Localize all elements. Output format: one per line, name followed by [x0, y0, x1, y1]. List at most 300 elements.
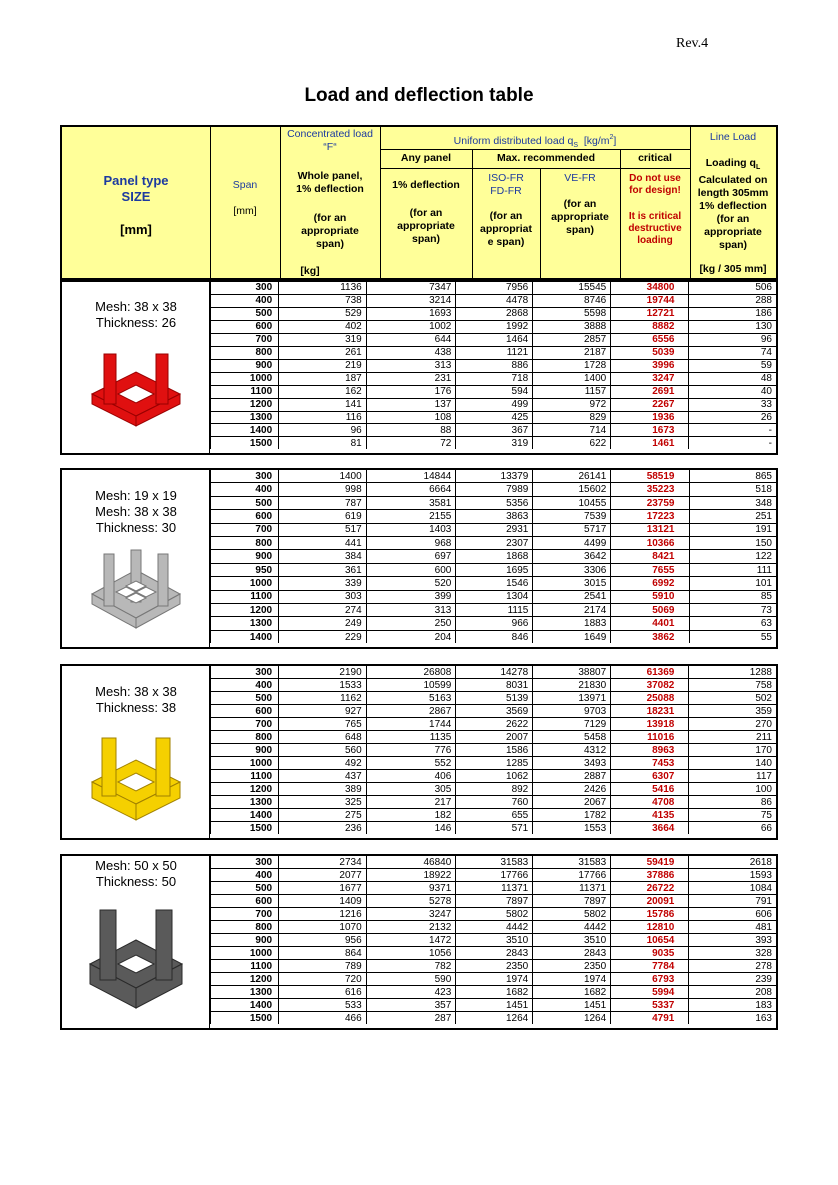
- critical-cell: 5994: [611, 986, 689, 999]
- concentrated-cell: 275: [279, 809, 367, 822]
- table-row: [211, 563, 777, 576]
- ve-fr-cell: 5802: [533, 908, 611, 921]
- iso-fr-cell: 367: [456, 424, 533, 437]
- span-cell: 700: [211, 908, 279, 921]
- table-row: [211, 577, 777, 590]
- ve-fr-cell: 5598: [533, 307, 611, 320]
- concentrated-cell: 1400: [279, 470, 367, 483]
- span-cell: 1100: [211, 385, 279, 398]
- concentrated-cell: 529: [279, 307, 367, 320]
- table-row: [211, 869, 777, 882]
- concentrated-cell: 187: [279, 372, 367, 385]
- span-cell: 400: [211, 483, 279, 496]
- critical-cell: 3862: [611, 630, 689, 643]
- line-load-cell: 606: [689, 908, 776, 921]
- span-cell: 900: [211, 359, 279, 372]
- table-row: [211, 470, 777, 483]
- concentrated-cell: 81: [279, 437, 367, 449]
- span-cell: 1400: [211, 809, 279, 822]
- span-cell: 1400: [211, 630, 279, 643]
- table-row: [211, 973, 777, 986]
- ve-fr-cell: 2857: [533, 333, 611, 346]
- any-panel-cell: 2867: [366, 705, 456, 718]
- any-panel-cell: 5278: [366, 895, 456, 908]
- line-load-cell: 26: [689, 411, 776, 424]
- line-load-cell: 48: [689, 372, 776, 385]
- concentrated-cell: 2190: [279, 666, 367, 679]
- any-panel-cell: 5163: [366, 692, 456, 705]
- ve-fr-cell: 7539: [533, 510, 611, 523]
- table-row: [211, 882, 777, 895]
- table-row: [211, 718, 777, 731]
- any-panel-cell: 644: [366, 333, 456, 346]
- critical-cell: 10654: [611, 934, 689, 947]
- span-cell: 1000: [211, 947, 279, 960]
- span-cell: 1500: [211, 822, 279, 835]
- page-title: Load and deflection table: [304, 85, 534, 106]
- any-panel-cell: 176: [366, 385, 456, 398]
- ve-fr-cell: 10455: [533, 496, 611, 509]
- ve-fr-cell: 2174: [533, 604, 611, 617]
- table-row: [211, 307, 777, 320]
- span-cell: 600: [211, 705, 279, 718]
- span-cell: 500: [211, 307, 279, 320]
- ve-fr-cell: 1782: [533, 809, 611, 822]
- line-load-cell: 40: [689, 385, 776, 398]
- table-row: [211, 809, 777, 822]
- concentrated-cell: 927: [279, 705, 367, 718]
- table-row: [211, 346, 777, 359]
- line-load-cell: 55: [689, 630, 776, 643]
- any-panel-cell: 776: [366, 744, 456, 757]
- any-panel-cell: 3581: [366, 496, 456, 509]
- any-panel-cell: 552: [366, 757, 456, 770]
- table-row: [211, 333, 777, 346]
- line-load-cell: 278: [689, 960, 776, 973]
- critical-cell: 25088: [611, 692, 689, 705]
- ve-fr-cell: 1553: [533, 822, 611, 835]
- any-panel-cell: 1472: [366, 934, 456, 947]
- span-cell: 300: [211, 856, 279, 869]
- data-table: [210, 282, 776, 449]
- critical-cell: 18231: [611, 705, 689, 718]
- any-panel-cell: 423: [366, 986, 456, 999]
- iso-fr-cell: 886: [456, 359, 533, 372]
- iso-fr-cell: 11371: [456, 882, 533, 895]
- table-row: [211, 411, 777, 424]
- table-row: [211, 437, 777, 449]
- line-load-cell: 1288: [689, 666, 776, 679]
- table-row: [211, 537, 777, 550]
- span-cell: 800: [211, 731, 279, 744]
- table-row: [211, 666, 777, 679]
- line-load-heading: Line Load: [709, 131, 757, 143]
- critical-cell: 26722: [611, 882, 689, 895]
- span-cell: 1300: [211, 617, 279, 630]
- ve-fr-cell: 3888: [533, 320, 611, 333]
- panel-label-line: Mesh: 19 x 19: [95, 488, 177, 503]
- panel-label: [62, 856, 210, 1028]
- ve-fr-cell: 2843: [533, 947, 611, 960]
- table-row: [211, 705, 777, 718]
- critical-cell: 35223: [611, 483, 689, 496]
- any-panel-cell: 287: [366, 1012, 456, 1025]
- panel-label-line: Mesh: 38 x 38: [95, 299, 177, 314]
- concentrated-cell: 116: [279, 411, 367, 424]
- critical-cell: 13918: [611, 718, 689, 731]
- span-cell: 1300: [211, 796, 279, 809]
- any-panel-cell: 313: [366, 359, 456, 372]
- red-grating-sample-icon: [84, 344, 188, 440]
- concentrated-cell: 738: [279, 294, 367, 307]
- ve-fr-cell: 3642: [533, 550, 611, 563]
- ve-fr-cell: 2350: [533, 960, 611, 973]
- line-load-cell: 251: [689, 510, 776, 523]
- iso-fr-cell: 1451: [456, 999, 533, 1012]
- line-load-cell: -: [689, 424, 776, 437]
- critical-cell: 59419: [611, 856, 689, 869]
- ve-fr-cell: 1451: [533, 999, 611, 1012]
- ve-fr-cell: 7897: [533, 895, 611, 908]
- concentrated-note: (for an appropriate span): [301, 212, 359, 250]
- critical-cell: 5337: [611, 999, 689, 1012]
- ve-fr-cell: 11371: [533, 882, 611, 895]
- whole-panel-label: Whole panel, 1% deflection: [296, 170, 364, 195]
- line-load-cell: 33: [689, 398, 776, 411]
- any-panel-cell: 968: [366, 537, 456, 550]
- span-cell: 1200: [211, 783, 279, 796]
- line-load-cell: 163: [689, 1012, 776, 1025]
- any-panel-cell: 438: [366, 346, 456, 359]
- table-row: [211, 783, 777, 796]
- table-row: [211, 496, 777, 509]
- ve-fr-cell: 4442: [533, 921, 611, 934]
- kg-per-305-unit: [kg / 305 mm]: [699, 263, 767, 275]
- span-unit: [mm]: [233, 205, 257, 217]
- any-panel-cell: 46840: [366, 856, 456, 869]
- critical-cell: 4135: [611, 809, 689, 822]
- ve-fr-cell: 38807: [533, 666, 611, 679]
- line-load-cell: 506: [689, 282, 776, 294]
- span-cell: 1400: [211, 999, 279, 1012]
- span-cell: 500: [211, 882, 279, 895]
- iso-fr-cell: 1682: [456, 986, 533, 999]
- mm-unit: [mm]: [120, 222, 152, 237]
- iso-fr-cell: 1992: [456, 320, 533, 333]
- any-panel-cell: 313: [366, 604, 456, 617]
- panel-label-line: Mesh: 50 x 50: [95, 858, 177, 873]
- iso-fr-cell: 760: [456, 796, 533, 809]
- ve-fr-cell: 5458: [533, 731, 611, 744]
- table-row: [211, 630, 777, 643]
- critical-cell: 1936: [611, 411, 689, 424]
- line-load-cell: 865: [689, 470, 776, 483]
- line-load-cell: 59: [689, 359, 776, 372]
- line-load-cell: 2618: [689, 856, 776, 869]
- span-cell: 1500: [211, 1012, 279, 1025]
- ve-fr-cell: 26141: [533, 470, 611, 483]
- iso-fr-cell: 1695: [456, 563, 533, 576]
- iso-fr-cell: 3569: [456, 705, 533, 718]
- critical-cell: 4708: [611, 796, 689, 809]
- critical-cell: 5039: [611, 346, 689, 359]
- panel-group-50x50-t50: [60, 854, 778, 1030]
- span-cell: 900: [211, 550, 279, 563]
- concentrated-cell: 1216: [279, 908, 367, 921]
- iso-fr-cell: 8031: [456, 679, 533, 692]
- any-panel-cell: 1744: [366, 718, 456, 731]
- size-heading: SIZE: [121, 189, 151, 204]
- iso-fr-cell: 31583: [456, 856, 533, 869]
- critical-cell: 5910: [611, 590, 689, 603]
- iso-fr-cell: 655: [456, 809, 533, 822]
- ve-fr-cell: 829: [533, 411, 611, 424]
- span-cell: 1100: [211, 770, 279, 783]
- line-load-cell: 1593: [689, 869, 776, 882]
- critical-cell: 1461: [611, 437, 689, 449]
- any-panel-cell: 357: [366, 999, 456, 1012]
- span-cell: 500: [211, 496, 279, 509]
- any-panel-cell: 204: [366, 630, 456, 643]
- iso-fr-cell: 5802: [456, 908, 533, 921]
- ve-fr-cell: 8746: [533, 294, 611, 307]
- ve-fr-cell: 1264: [533, 1012, 611, 1025]
- table-row: [211, 770, 777, 783]
- concentrated-cell: 303: [279, 590, 367, 603]
- any-panel-cell: 3214: [366, 294, 456, 307]
- table-row: [211, 908, 777, 921]
- table-row: [211, 510, 777, 523]
- span-cell: 500: [211, 692, 279, 705]
- ve-fr-cell: 13971: [533, 692, 611, 705]
- line-load-cell: 130: [689, 320, 776, 333]
- span-cell: 400: [211, 679, 279, 692]
- critical-cell: 58519: [611, 470, 689, 483]
- any-panel-cell: 3247: [366, 908, 456, 921]
- revision-label: Rev.4: [676, 36, 709, 51]
- any-panel-cell: 1056: [366, 947, 456, 960]
- line-load-cell: 348: [689, 496, 776, 509]
- span-cell: 800: [211, 537, 279, 550]
- table-row: [211, 947, 777, 960]
- critical-cell: 1673: [611, 424, 689, 437]
- table-row: [211, 796, 777, 809]
- line-load-cell: 75: [689, 809, 776, 822]
- line-load-cell: 101: [689, 577, 776, 590]
- span-cell: 1400: [211, 424, 279, 437]
- concentrated-cell: 998: [279, 483, 367, 496]
- line-load-cell: 328: [689, 947, 776, 960]
- max-recommended-heading: Max. recommended: [496, 152, 596, 164]
- concentrated-cell: 616: [279, 986, 367, 999]
- critical-cell: 4401: [611, 617, 689, 630]
- any-panel-cell: 250: [366, 617, 456, 630]
- line-load-cell: 239: [689, 973, 776, 986]
- iso-fr-cell: 1464: [456, 333, 533, 346]
- critical-cell: 3247: [611, 372, 689, 385]
- iso-fr-cell: 571: [456, 822, 533, 835]
- any-panel-cell: 137: [366, 398, 456, 411]
- line-load-cell: 208: [689, 986, 776, 999]
- ve-fr-cell: 3493: [533, 757, 611, 770]
- table-row: [211, 483, 777, 496]
- line-load-cell: 758: [689, 679, 776, 692]
- iso-fr-cell: 7897: [456, 895, 533, 908]
- span-cell: 1000: [211, 372, 279, 385]
- table-row: [211, 523, 777, 536]
- span-heading: Span: [232, 179, 258, 191]
- critical-cell: 6992: [611, 577, 689, 590]
- panel-label-line: Thickness: 50: [95, 874, 177, 889]
- span-cell: 600: [211, 895, 279, 908]
- ve-fr-cell: 2887: [533, 770, 611, 783]
- critical-cell: 6307: [611, 770, 689, 783]
- table-row: [211, 372, 777, 385]
- ve-fr-label: VE-FR: [564, 172, 596, 184]
- ve-fr-cell: 3306: [533, 563, 611, 576]
- concentrated-cell: 339: [279, 577, 367, 590]
- concentrated-cell: 720: [279, 973, 367, 986]
- table-row: [211, 679, 777, 692]
- panel-label-line: Thickness: 38: [95, 700, 177, 715]
- span-cell: 1200: [211, 973, 279, 986]
- critical-cell: 7655: [611, 563, 689, 576]
- ve-fr-cell: 2426: [533, 783, 611, 796]
- line-load-cell: 288: [689, 294, 776, 307]
- table-row: [211, 282, 777, 294]
- any-panel-cell: 782: [366, 960, 456, 973]
- iso-fr-cell: 3510: [456, 934, 533, 947]
- ve-fr-cell: 1883: [533, 617, 611, 630]
- critical-cell: 17223: [611, 510, 689, 523]
- panel-label: [62, 282, 210, 453]
- line-load-cell: 63: [689, 617, 776, 630]
- concentrated-cell: 236: [279, 822, 367, 835]
- ve-fr-cell: 1728: [533, 359, 611, 372]
- kg-unit: [kg]: [300, 265, 320, 277]
- any-panel-cell: 217: [366, 796, 456, 809]
- iso-fr-cell: 1115: [456, 604, 533, 617]
- critical-cell: 61369: [611, 666, 689, 679]
- span-cell: 700: [211, 333, 279, 346]
- critical-cell: 11016: [611, 731, 689, 744]
- concentrated-cell: 560: [279, 744, 367, 757]
- table-row: [211, 692, 777, 705]
- yellow-grating-sample-icon: [86, 728, 186, 836]
- iso-fr-label: ISO-FR FD-FR: [488, 172, 524, 197]
- concentrated-cell: 1533: [279, 679, 367, 692]
- span-cell: 700: [211, 718, 279, 731]
- table-row: [211, 398, 777, 411]
- span-cell: 1300: [211, 411, 279, 424]
- concentrated-cell: 219: [279, 359, 367, 372]
- iso-fr-cell: 1062: [456, 770, 533, 783]
- critical-cell: 34800: [611, 282, 689, 294]
- any-panel-cell: 88: [366, 424, 456, 437]
- concentrated-cell: 789: [279, 960, 367, 973]
- any-panel-cell: 182: [366, 809, 456, 822]
- iso-fr-cell: 2307: [456, 537, 533, 550]
- span-cell: 1200: [211, 604, 279, 617]
- any-panel-cell: 231: [366, 372, 456, 385]
- concentrated-cell: 648: [279, 731, 367, 744]
- any-panel-cell: 520: [366, 577, 456, 590]
- iso-fr-cell: 2350: [456, 960, 533, 973]
- critical-cell: 9035: [611, 947, 689, 960]
- table-row: [211, 744, 777, 757]
- critical-cell: 2691: [611, 385, 689, 398]
- iso-fr-cell: 7989: [456, 483, 533, 496]
- line-load-cell: 96: [689, 333, 776, 346]
- table-row: [211, 1012, 777, 1025]
- table-row: [211, 895, 777, 908]
- concentrated-cell: 249: [279, 617, 367, 630]
- any-panel-cell: 72: [366, 437, 456, 449]
- ve-fr-cell: 2187: [533, 346, 611, 359]
- panel-group-38x38-t38: [60, 664, 778, 840]
- any-panel-cell: 6664: [366, 483, 456, 496]
- any-panel-cell: 600: [366, 563, 456, 576]
- critical-cell: 12721: [611, 307, 689, 320]
- line-load-cell: 211: [689, 731, 776, 744]
- grey-mini-mesh-sample-icon: [86, 546, 186, 642]
- table-row: [211, 617, 777, 630]
- iso-fr-cell: 2931: [456, 523, 533, 536]
- ve-fr-cell: 4499: [533, 537, 611, 550]
- uniform-load-heading: Uniform distributed load $q_S$ $[kg/m^2]$: [453, 134, 617, 149]
- line-load-cell: 111: [689, 563, 776, 576]
- line-load-cell: 481: [689, 921, 776, 934]
- iso-fr-cell: 1586: [456, 744, 533, 757]
- line-load-cell: 140: [689, 757, 776, 770]
- line-load-cell: 270: [689, 718, 776, 731]
- iso-fr-cell: 1974: [456, 973, 533, 986]
- ve-fr-cell: 15545: [533, 282, 611, 294]
- line-load-cell: 66: [689, 822, 776, 835]
- ve-fr-cell: 15602: [533, 483, 611, 496]
- any-panel-cell: 9371: [366, 882, 456, 895]
- iso-fr-cell: 1304: [456, 590, 533, 603]
- ve-fr-cell: 3015: [533, 577, 611, 590]
- line-load-cell: 85: [689, 590, 776, 603]
- span-cell: 900: [211, 934, 279, 947]
- panel-label: [62, 666, 210, 838]
- concentrated-cell: 492: [279, 757, 367, 770]
- span-cell: 400: [211, 869, 279, 882]
- span-cell: 600: [211, 320, 279, 333]
- panel-label-line: Thickness: 30: [95, 520, 177, 535]
- span-cell: 1000: [211, 757, 279, 770]
- table-row: [211, 604, 777, 617]
- iso-fr-cell: 1285: [456, 757, 533, 770]
- any-panel-cell: 18922: [366, 869, 456, 882]
- concentrated-cell: 141: [279, 398, 367, 411]
- iso-fr-cell: 2622: [456, 718, 533, 731]
- line-load-cell: 73: [689, 604, 776, 617]
- ve-fr-cell: 1682: [533, 986, 611, 999]
- line-load-cell: 117: [689, 770, 776, 783]
- ve-fr-cell: 2541: [533, 590, 611, 603]
- any-panel-cell: 305: [366, 783, 456, 796]
- critical-cell: 19744: [611, 294, 689, 307]
- table-row: [211, 921, 777, 934]
- concentrated-cell: 1162: [279, 692, 367, 705]
- line-load-cell: 359: [689, 705, 776, 718]
- critical-cell: 7784: [611, 960, 689, 973]
- span-cell: 300: [211, 666, 279, 679]
- line-load-cell: 183: [689, 999, 776, 1012]
- table-row: [211, 385, 777, 398]
